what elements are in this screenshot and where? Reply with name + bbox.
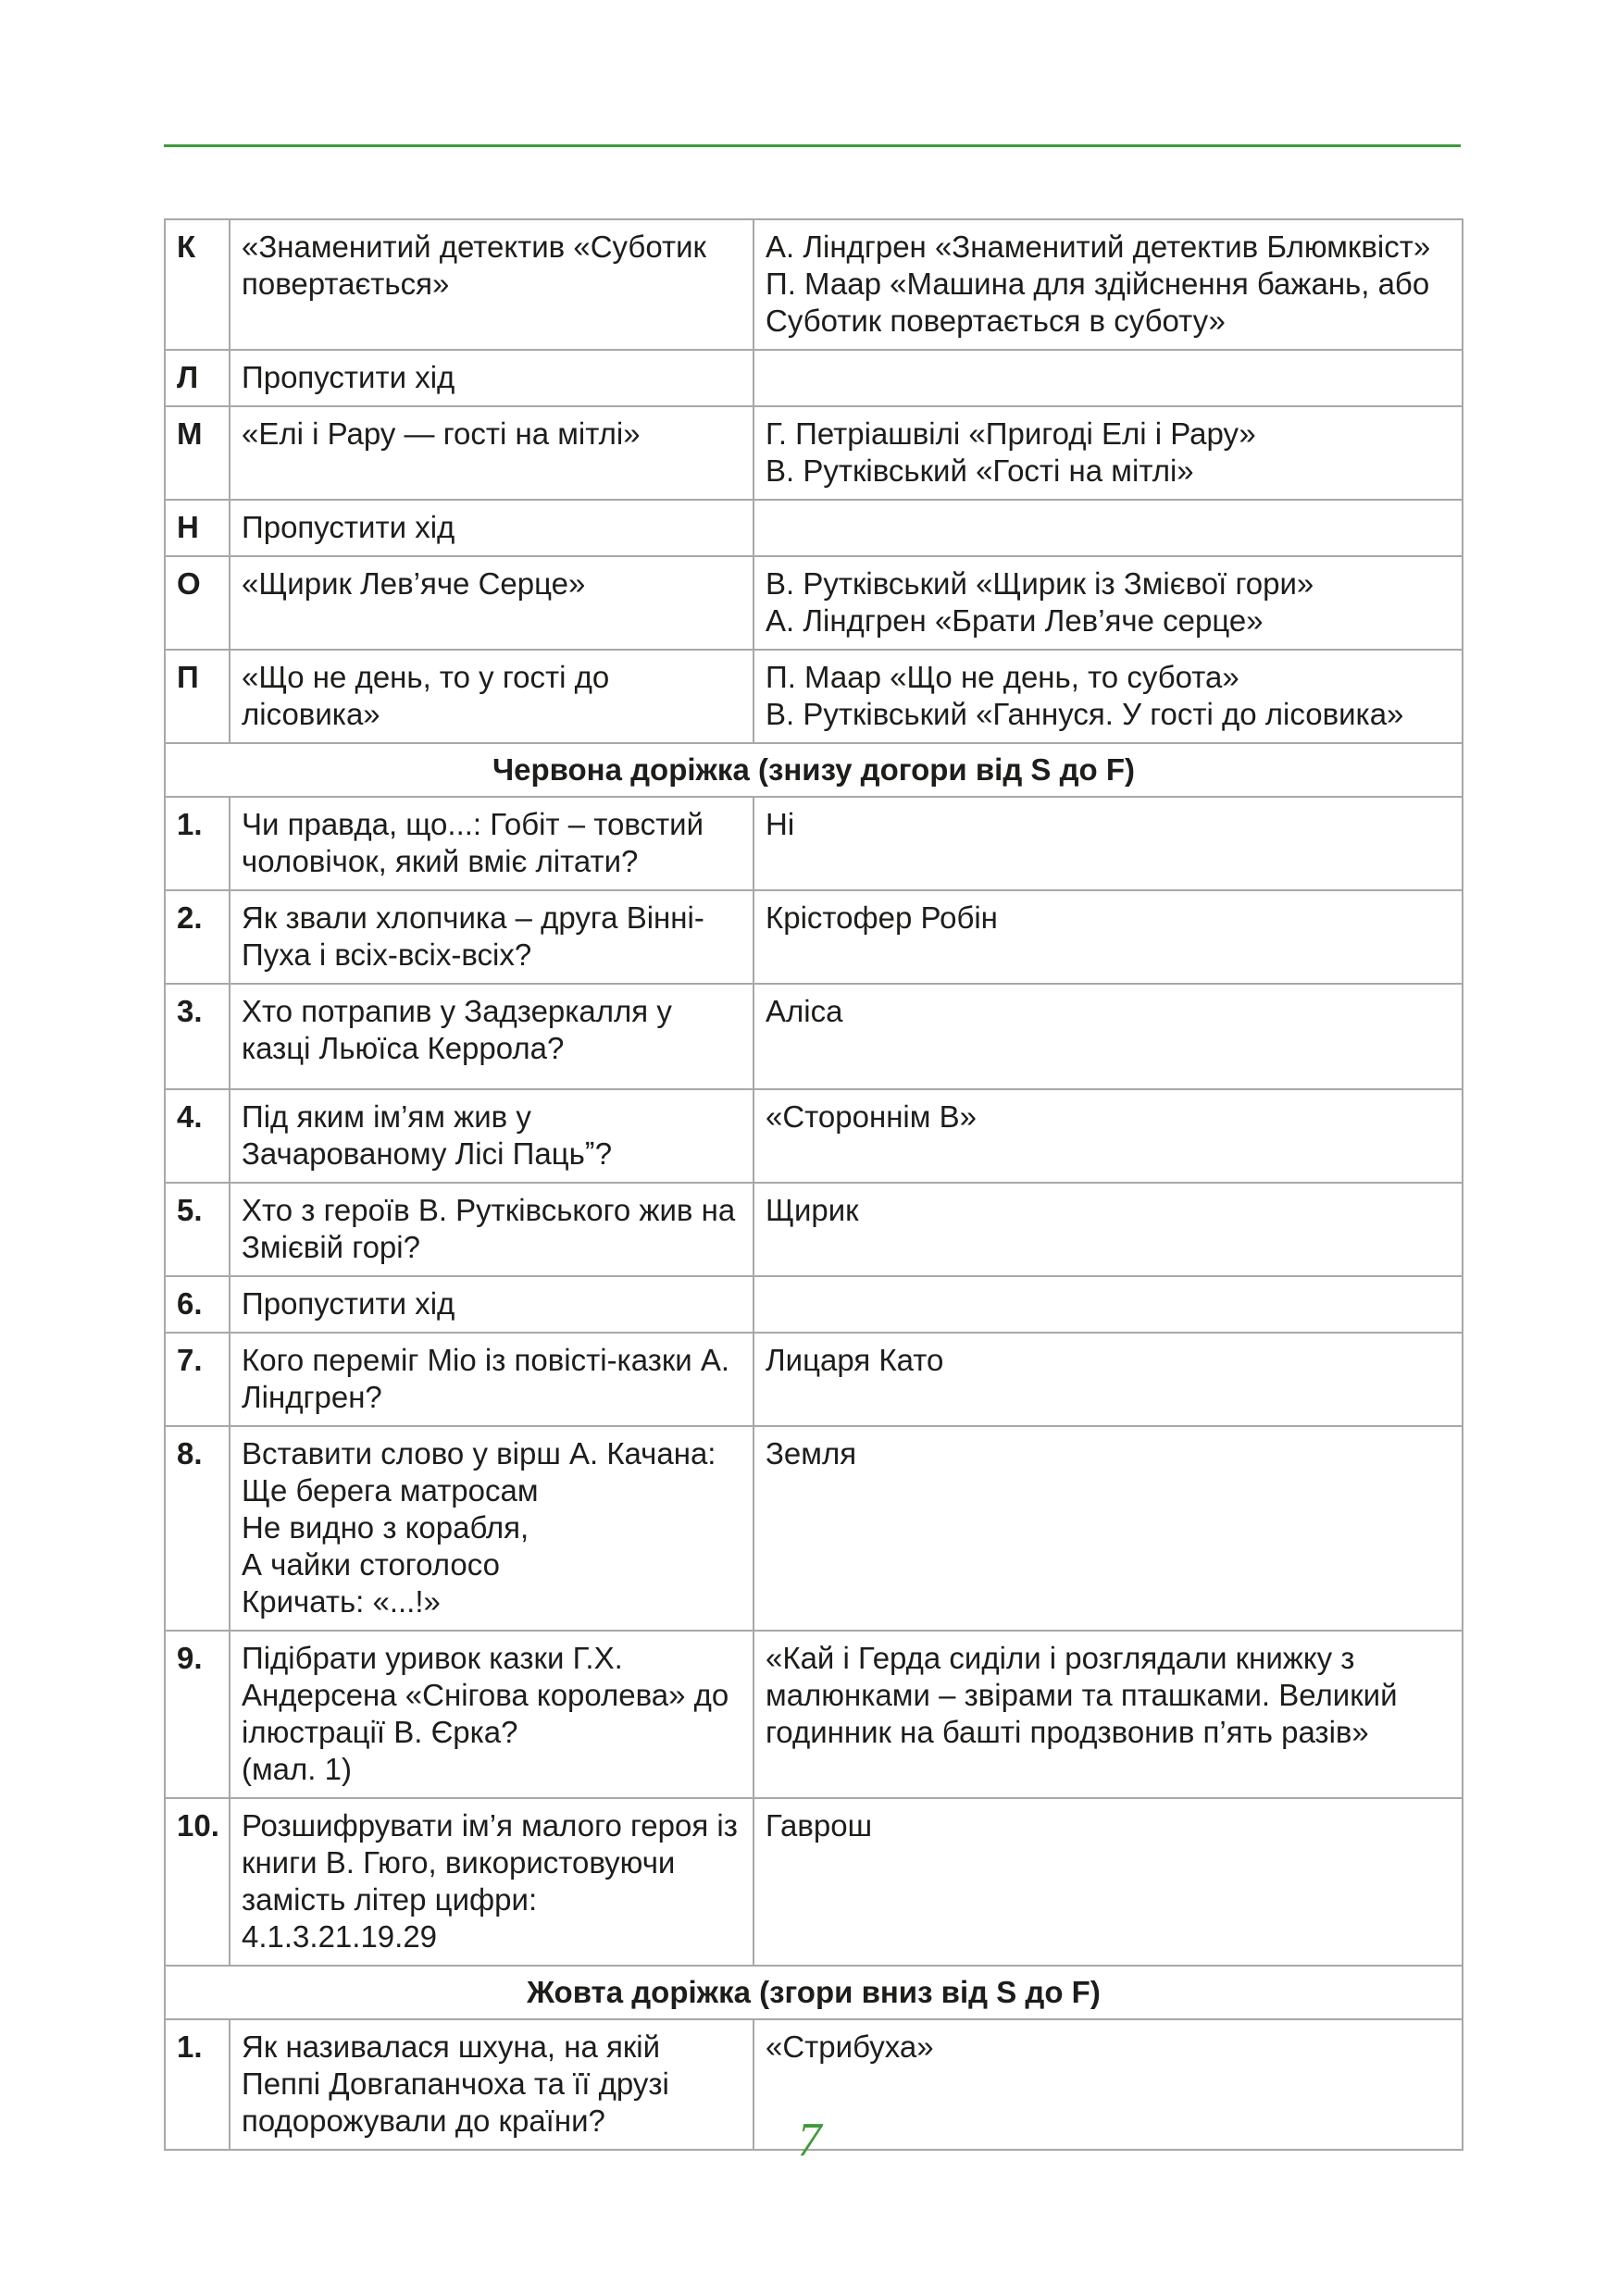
table-row <box>165 1631 1463 1798</box>
row-answer: Гаврош <box>753 1798 1463 1966</box>
row-answer: Ні <box>753 797 1463 890</box>
row-key: 9. <box>165 1631 230 1798</box>
row-answer: «Кай і Герда сиділи і розглядали книжку з малюнками – звірами та пташками. Великий годинник на башті продзвонив п’ять разів» <box>753 1631 1463 1798</box>
quiz-table <box>164 218 1463 2151</box>
row-key: 1. <box>165 2019 230 2150</box>
row-answer: Аліса <box>753 984 1463 1089</box>
row-question: «Що не день, то у гості до лісовика» <box>230 650 753 743</box>
row-answer: «Стороннім В» <box>753 1089 1463 1183</box>
row-key: К <box>165 219 230 350</box>
row-question: Підібрати уривок казки Г.Х. Андерсена «Снігова королева» до ілюстрації В. Єрка? (мал. 1) <box>230 1631 753 1798</box>
table-row <box>165 1276 1463 1333</box>
row-key: 4. <box>165 1089 230 1183</box>
row-answer: Лицаря Като <box>753 1333 1463 1426</box>
table-row <box>165 1333 1463 1426</box>
table-row <box>165 556 1463 650</box>
row-question: Хто потрапив у Задзеркалля у казці Льюїса Керрола? <box>230 984 753 1089</box>
row-key: М <box>165 406 230 500</box>
row-question: Як звали хлопчика – друга Вінні-Пуха і всіх-всіх-всіх? <box>230 890 753 984</box>
row-question: Пропустити хід <box>230 350 753 406</box>
row-key: 10. <box>165 1798 230 1966</box>
page-number: 7 <box>797 2114 822 2166</box>
table-row <box>165 1183 1463 1276</box>
row-answer: «Стрибуха» <box>753 2019 1463 2150</box>
row-answer: В. Рутківський «Щирик із Змієвої гори» А. Ліндгрен «Брати Лев’яче серце» <box>753 556 1463 650</box>
row-answer: Земля <box>753 1426 1463 1631</box>
row-question: «Елі і Рару — гості на мітлі» <box>230 406 753 500</box>
table-row <box>165 797 1463 890</box>
row-question: Чи правда, що...: Гобіт – товстий чоловічок, який вміє літати? <box>230 797 753 890</box>
row-question: Розшифрувати ім’я малого героя із книги В. Гюго, використовуючи замість літер цифри: 4.1.3.21.19.29 <box>230 1798 753 1966</box>
row-answer <box>753 500 1463 556</box>
section-title-yellow: Жовта доріжка (згори вниз від S до F) <box>165 1966 1463 2019</box>
row-question: Під яким ім’ям жив у Зачарованому Лісі Пацьˮ? <box>230 1089 753 1183</box>
row-question: Кого переміг Міо із повісті-казки А. Ліндгрен? <box>230 1333 753 1426</box>
table-row <box>165 500 1463 556</box>
table-row <box>165 1426 1463 1631</box>
table-row <box>165 890 1463 984</box>
row-answer: А. Ліндгрен «Знаменитий детектив Блюмквіст» П. Маар «Машина для здійснення бажань, або Суботик повертається в суботу» <box>753 219 1463 350</box>
row-answer <box>753 1276 1463 1333</box>
table-row <box>165 219 1463 350</box>
row-key: 2. <box>165 890 230 984</box>
row-question: Пропустити хід <box>230 500 753 556</box>
table-row <box>165 350 1463 406</box>
row-question: Хто з героїв В. Рутківського жив на Змієвій горі? <box>230 1183 753 1276</box>
row-answer: П. Маар «Що не день, то субота» В. Рутківський «Ганнуся. У гості до лісовика» <box>753 650 1463 743</box>
row-key: 1. <box>165 797 230 890</box>
table-row <box>165 406 1463 500</box>
section-header-row <box>165 743 1463 797</box>
row-question: Пропустити хід <box>230 1276 753 1333</box>
row-question: Як називалася шхуна, на якій Пеппі Довгапанчоха та її друзі подорожували до країни? <box>230 2019 753 2150</box>
top-divider-line <box>164 144 1461 147</box>
table-row <box>165 1798 1463 1966</box>
table-row <box>165 984 1463 1089</box>
row-key: 7. <box>165 1333 230 1426</box>
row-key: 6. <box>165 1276 230 1333</box>
row-key: Н <box>165 500 230 556</box>
row-answer: Щирик <box>753 1183 1463 1276</box>
row-answer: Крістофер Робін <box>753 890 1463 984</box>
row-key: П <box>165 650 230 743</box>
row-answer <box>753 350 1463 406</box>
table-row <box>165 1089 1463 1183</box>
row-key: 8. <box>165 1426 230 1631</box>
row-key: 5. <box>165 1183 230 1276</box>
row-question: «Щирик Лев’яче Серце» <box>230 556 753 650</box>
row-key: Л <box>165 350 230 406</box>
row-question: Вставити слово у вірш А. Качана: Ще берега матросам Не видно з корабля, А чайки стоголосо Кричать: «...!» <box>230 1426 753 1631</box>
row-key: О <box>165 556 230 650</box>
section-title-red: Червона доріжка (знизу догори від S до F) <box>165 743 1463 797</box>
row-question: «Знаменитий детектив «Суботик повертається» <box>230 219 753 350</box>
section-header-row <box>165 1966 1463 2019</box>
table-row <box>165 650 1463 743</box>
row-answer: Г. Петріашвілі «Пригоді Елі і Рару» В. Рутківський «Гості на мітлі» <box>753 406 1463 500</box>
row-key: 3. <box>165 984 230 1089</box>
